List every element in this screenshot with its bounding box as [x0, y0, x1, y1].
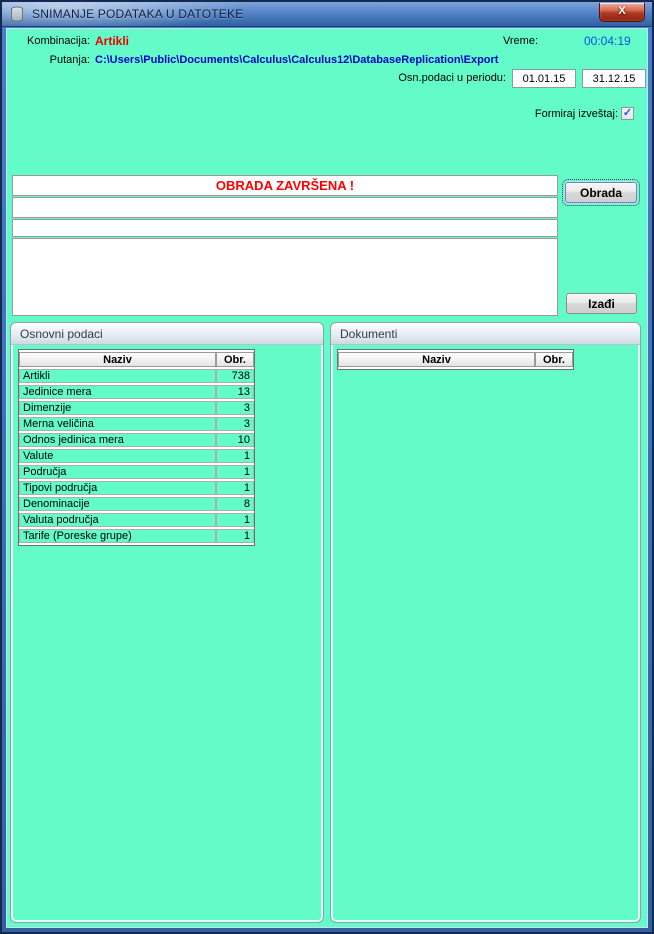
table-row[interactable]: [19, 513, 254, 527]
column-header-naziv[interactable]: Naziv: [19, 352, 216, 367]
status-log-box: [12, 238, 558, 316]
formiraj-checkbox[interactable]: [621, 107, 634, 120]
cell-obr: 1: [216, 481, 254, 495]
client-area: [6, 28, 648, 928]
cell-naziv: Jedinice mera: [19, 385, 216, 399]
panel-dokumenti: [330, 322, 641, 923]
formiraj-label: Formiraj izveštaj:: [534, 108, 618, 120]
table-row[interactable]: [19, 481, 254, 495]
table-row[interactable]: [19, 497, 254, 511]
status-message-strip: OBRADA ZAVRŠENA !: [12, 175, 558, 196]
cell-obr: 3: [216, 417, 254, 431]
cell-obr: 1: [216, 449, 254, 463]
kombinacija-value: Artikli: [95, 34, 130, 48]
table-header-row: [19, 352, 254, 367]
table-row[interactable]: [19, 529, 254, 543]
table-row[interactable]: [19, 465, 254, 479]
cell-naziv: Odnos jedinica mera: [19, 433, 216, 447]
period-label: Osn.podaci u periodu:: [398, 72, 506, 84]
status-strip-2: [12, 197, 558, 218]
cell-obr: 738: [216, 369, 254, 383]
kombinacija-label: Kombinacija:: [27, 35, 90, 47]
database-icon: [9, 6, 25, 22]
cell-obr: 1: [216, 465, 254, 479]
table-header-row: [338, 352, 573, 367]
cell-naziv: Tipovi područja: [19, 481, 216, 495]
panel-dokumenti-title: Dokumenti: [331, 323, 640, 345]
cell-naziv: Valute: [19, 449, 216, 463]
panel-osnovni-podaci: [10, 322, 324, 923]
table-row[interactable]: [19, 369, 254, 383]
period-to-input[interactable]: [582, 69, 646, 88]
column-header-obr[interactable]: Obr.: [216, 352, 254, 367]
table-row[interactable]: [19, 433, 254, 447]
vreme-value: 00:04:19: [584, 34, 631, 48]
checkmark-icon: ✓: [622, 107, 633, 119]
panel-osnovni-title: Osnovni podaci: [11, 323, 323, 345]
izadi-button[interactable]: Izađi: [566, 293, 637, 314]
cell-obr: 1: [216, 513, 254, 527]
obrada-button[interactable]: Obrada: [565, 182, 637, 203]
table-row[interactable]: [19, 417, 254, 431]
cell-naziv: Denominacije: [19, 497, 216, 511]
cell-naziv: Područja: [19, 465, 216, 479]
cell-naziv: Merna veličina: [19, 417, 216, 431]
cell-naziv: Artikli: [19, 369, 216, 383]
cell-obr: 13: [216, 385, 254, 399]
cell-obr: 10: [216, 433, 254, 447]
cell-naziv: Dimenzije: [19, 401, 216, 415]
column-header-naziv[interactable]: Naziv: [338, 352, 535, 367]
cell-naziv: Tarife (Poreske grupe): [19, 529, 216, 543]
status-strip-3: [12, 219, 558, 237]
cell-obr: 8: [216, 497, 254, 511]
putanja-value: C:\Users\Public\Documents\Calculus\Calculus12\DatabaseReplication\Export: [95, 54, 499, 66]
title-bar[interactable]: [2, 2, 652, 27]
cell-obr: 3: [216, 401, 254, 415]
close-button[interactable]: [599, 3, 645, 22]
column-header-obr[interactable]: Obr.: [535, 352, 573, 367]
period-from-input[interactable]: [512, 69, 576, 88]
table-row[interactable]: [19, 401, 254, 415]
table-row[interactable]: [19, 449, 254, 463]
putanja-label: Putanja:: [49, 54, 90, 66]
dokumenti-table[interactable]: [337, 349, 574, 370]
cell-naziv: Valuta područja: [19, 513, 216, 527]
osnovni-table[interactable]: [18, 349, 255, 546]
cell-obr: 1: [216, 529, 254, 543]
vreme-label: Vreme:: [502, 35, 538, 47]
close-icon: X: [618, 5, 626, 17]
window-title: SNIMANJE PODATAKA U DATOTEKE: [32, 7, 244, 21]
table-row[interactable]: [19, 385, 254, 399]
